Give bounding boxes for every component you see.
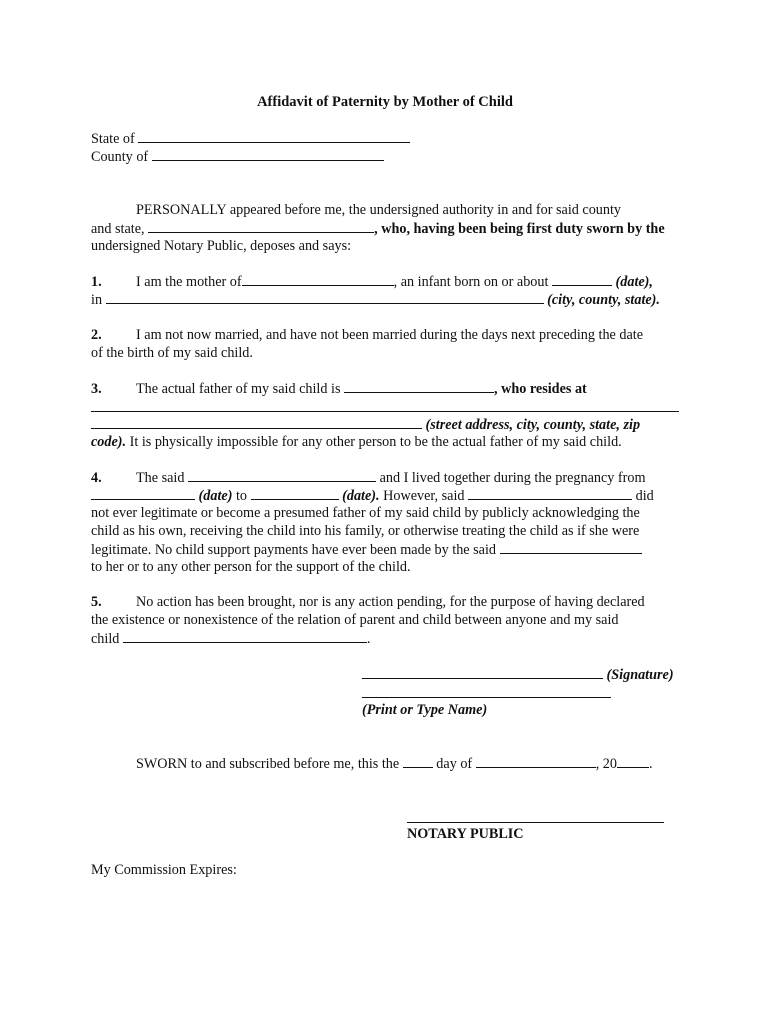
signature-label: (Signature)	[606, 667, 674, 683]
p4-to: to	[235, 488, 248, 504]
paragraph-2-line-2: of the birth of my said child.	[91, 345, 253, 361]
sworn-day-of: day of	[436, 756, 473, 772]
notary-signature-field[interactable]	[407, 822, 664, 823]
p4-date2-label: (date).	[342, 488, 380, 504]
p4-did: did	[635, 488, 654, 504]
sworn-line	[136, 755, 653, 773]
paragraph-2-number: 2.	[91, 327, 102, 343]
paragraph-3-number: 3.	[91, 381, 102, 397]
paragraph-4-line-2	[91, 487, 654, 505]
paragraph-3-line-3	[91, 416, 640, 434]
birth-place-field[interactable]	[106, 291, 544, 304]
p3-text-a: The actual father of my said child is	[136, 381, 341, 397]
address-field-continued[interactable]	[91, 416, 422, 429]
paragraph-5-line-2: the existence or nonexistence of the relation of parent and child between anyone and my said	[91, 612, 619, 628]
p5-period: .	[366, 631, 371, 647]
to-date-field[interactable]	[251, 487, 339, 500]
p1-text-a: I am the mother of	[136, 274, 242, 290]
child-name-field[interactable]	[242, 273, 394, 286]
p1-text-b: , an infant born on or about	[393, 274, 549, 290]
county-line	[91, 148, 384, 166]
commission-expires-label: My Commission Expires:	[91, 862, 237, 878]
address-field-line[interactable]	[91, 411, 679, 412]
intro-who: , who, having been being first duty sworn by the	[374, 221, 665, 237]
paragraph-4-line-4: child as his own, receiving the child into his family, or otherwise treating the child as if she were	[91, 523, 640, 539]
affiant-name-field[interactable]	[148, 220, 374, 233]
p3-address-label: (street address, city, county, state, zip	[425, 417, 641, 433]
notary-public-label: NOTARY PUBLIC	[407, 826, 524, 842]
p5-child: child	[91, 631, 120, 647]
state-label: State of	[91, 131, 135, 147]
paragraph-3-line-1	[91, 380, 587, 398]
sworn-end: .	[648, 756, 653, 772]
paragraph-1-line-2	[91, 291, 660, 309]
p4-however: However, said	[383, 488, 465, 504]
p4-line-5-text: legitimate. No child support payments have ever been made by the said	[91, 542, 497, 558]
sworn-day-field[interactable]	[403, 755, 433, 768]
p4-text-a: The said	[136, 470, 185, 486]
paragraph-5-line-3	[91, 630, 370, 648]
from-date-field[interactable]	[91, 487, 195, 500]
p4-said-name-field[interactable]	[468, 487, 632, 500]
paragraph-4-number: 4.	[91, 470, 102, 486]
print-name-field[interactable]	[362, 697, 611, 698]
p4-father-name-field[interactable]	[188, 469, 376, 482]
intro-line-2	[91, 220, 665, 238]
intro-line-1: PERSONALLY appeared before me, the undersigned authority in and for said county	[136, 202, 622, 218]
paragraph-1-line-1	[91, 273, 653, 291]
sworn-month-field[interactable]	[476, 755, 596, 768]
p3-rest: It is physically impossible for any other person to be the actual father of my said child.	[126, 434, 622, 450]
p1-date-label: (date),	[615, 274, 653, 290]
paragraph-3-line-4	[91, 434, 622, 451]
sworn-year-field[interactable]	[617, 755, 649, 768]
p1-ccs-label: (city, county, state).	[547, 292, 660, 308]
paragraph-4-line-5	[91, 541, 642, 559]
father-name-field[interactable]	[344, 380, 494, 393]
paragraph-1-number: 1.	[91, 274, 102, 290]
paragraph-4-line-6: to her or to any other person for the support of the child.	[91, 559, 411, 575]
state-line	[91, 130, 410, 148]
birth-date-field[interactable]	[552, 273, 612, 286]
sworn-year-label: , 20	[595, 756, 617, 772]
paragraph-2-line-1	[91, 327, 643, 344]
p3-zip-label: code).	[91, 434, 127, 450]
county-label: County of	[91, 149, 149, 165]
p1-in: in	[91, 292, 103, 308]
page-title: Affidavit of Paternity by Mother of Child	[257, 94, 513, 110]
intro-and-state: and state,	[91, 221, 145, 237]
paragraph-5-line-1	[91, 594, 645, 611]
intro-line-3: undersigned Notary Public, deposes and says:	[91, 238, 352, 254]
print-name-label: (Print or Type Name)	[362, 702, 488, 718]
paragraph-4-line-1	[91, 469, 646, 487]
p4-text-b: and I lived together during the pregnancy from	[379, 470, 646, 486]
signature-line	[362, 666, 674, 684]
paragraph-5-number: 5.	[91, 594, 102, 610]
p4-support-name-field[interactable]	[500, 541, 642, 554]
p5-child-name-field[interactable]	[123, 630, 367, 643]
state-field[interactable]	[138, 130, 410, 143]
p5-line-1-text: No action has been brought, nor is any action pending, for the purpose of having declared	[136, 594, 645, 610]
sworn-text: SWORN to and subscribed before me, this the	[136, 756, 400, 772]
signature-field[interactable]	[362, 666, 603, 679]
p4-date1-label: (date)	[198, 488, 233, 504]
paragraph-4-line-3: not ever legitimate or become a presumed father of my said child by publicly acknowledging the	[91, 505, 640, 521]
p2-line-1-text: I am not now married, and have not been married during the days next preceding the date	[136, 327, 644, 343]
p3-text-b: , who resides at	[494, 381, 587, 397]
county-field[interactable]	[152, 148, 384, 161]
